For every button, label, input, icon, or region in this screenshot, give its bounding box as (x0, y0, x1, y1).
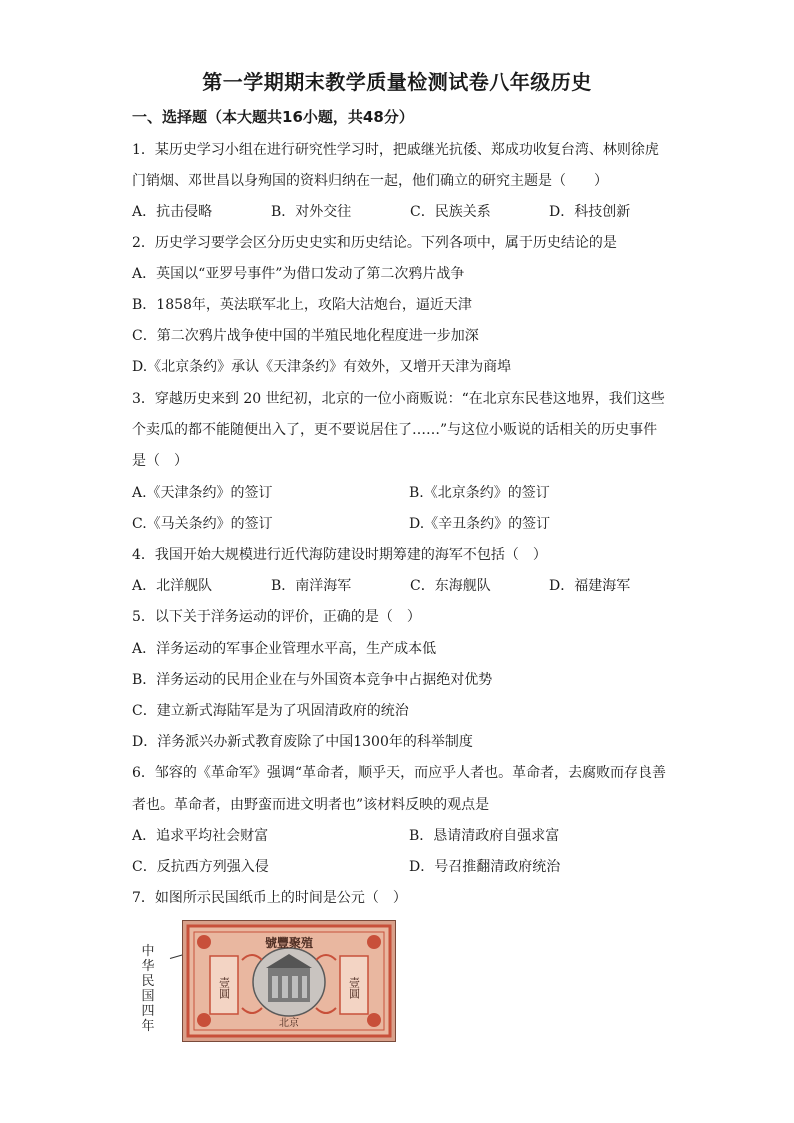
question-3-option-d: D.《辛丑条约》的签订 (409, 516, 551, 532)
question-3-option-a: A.《天津条约》的签订 (132, 485, 273, 501)
question-5-option-a: A．洋务运动的军事企业管理水平高，生产成本低 (132, 641, 437, 657)
question-2-option-b: B．1858年，英法联军北上，攻陷大沽炮台，逼近天津 (132, 297, 472, 313)
question-1-line-1: 1．某历史学习小组在进行研究性学习时，把戚继光抗倭、郑成功收复台湾、林则徐虎 (132, 142, 659, 158)
question-4-option-b: B．南洋海军 (271, 578, 352, 594)
question-3-line-3: 是（ ） (132, 453, 188, 469)
question-1-option-d: D．科技创新 (549, 204, 631, 220)
question-1-option-a: A．抗击侵略 (132, 204, 213, 220)
question-1-option-b: B．对外交往 (271, 204, 352, 220)
question-6-line-1: 6．邹容的《革命军》强调“革命者，顺乎天，而应乎人者也。革命者，去腐败而存良善 (132, 765, 667, 781)
question-2-option-d: D.《北京条约》承认《天津条约》有效外，又增开天津为商埠 (132, 359, 512, 375)
question-6-line-2: 者也。革命者，由野蛮而进文明者也”该材料反映的观点是 (132, 797, 490, 813)
banknote-denomination-left: 壹圓 (217, 977, 231, 999)
question-7-line-1: 7．如图所示民国纸币上的时间是公元（ ） (132, 890, 407, 906)
banknote-city: 北京 (279, 1018, 299, 1029)
question-4-option-a: A．北洋舰队 (132, 578, 213, 594)
question-6-option-d: D．号召推翻清政府统治 (409, 859, 561, 875)
question-4-option-d: D．福建海军 (549, 578, 631, 594)
question-1-option-c: C．民族关系 (410, 204, 491, 220)
question-6-option-b: B．恳请清政府自强求富 (409, 828, 560, 844)
question-6-option-a: A．追求平均社会财富 (132, 828, 269, 844)
banknote-denomination-right: 壹圓 (347, 977, 361, 999)
section-heading: 一、选择题（本大题共16小题，共48分） (132, 108, 414, 126)
question-3-option-c: C.《马关条约》的签订 (132, 516, 273, 532)
page-title: 第一学期期末教学质量检测试卷八年级历史 (202, 70, 592, 94)
question-5-line-1: 5．以下关于洋务运动的评价，正确的是（ ） (132, 609, 421, 625)
banknote-date-label: 中华民国四年 (141, 944, 155, 1034)
question-3-option-b: B.《北京条约》的签订 (409, 485, 550, 501)
banknote-top-text: 號豐聚殖 (264, 936, 314, 950)
question-4-line-1: 4．我国开始大规模进行近代海防建设时期筹建的海军不包括（ ） (132, 547, 547, 563)
question-5-option-d: D．洋务派兴办新式教育废除了中国1300年的科举制度 (132, 734, 473, 750)
question-3-line-2: 个卖瓜的都不能随便出入了，更不要说居住了……”与这位小贩说的话相关的历史事件 (132, 422, 658, 438)
question-2-line-1: 2．历史学习要学会区分历史史实和历史结论。下列各项中，属于历史结论的是 (132, 235, 617, 251)
question-3-line-1: 3．穿越历史来到 20 世纪初，北京的一位小商贩说：“在北京东民巷这地界，我们这些 (132, 391, 665, 407)
question-5-option-b: B．洋务运动的民用企业在与外国资本竞争中占据绝对优势 (132, 672, 493, 688)
question-5-option-c: C．建立新式海陆军是为了巩固清政府的统治 (132, 703, 409, 719)
question-4-option-c: C．东海舰队 (410, 578, 491, 594)
question-1-line-2: 门销烟、邓世昌以身殉国的资料归纳在一起，他们确立的研究主题是（ ） (132, 173, 608, 189)
question-2-option-a: A．英国以“亚罗号事件”为借口发动了第二次鸦片战争 (132, 266, 465, 282)
question-2-option-c: C．第二次鸦片战争使中国的半殖民地化程度进一步加深 (132, 328, 479, 344)
question-6-option-c: C．反抗西方列强入侵 (132, 859, 269, 875)
banknote-image (182, 920, 396, 1042)
